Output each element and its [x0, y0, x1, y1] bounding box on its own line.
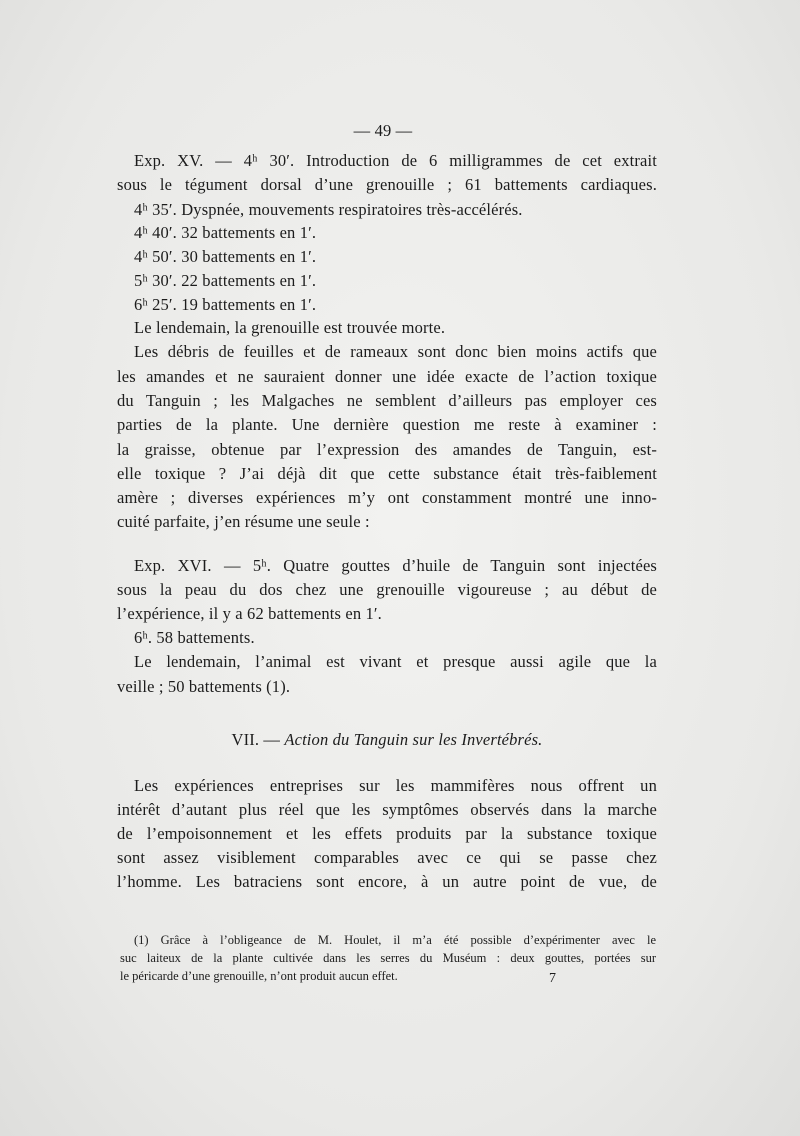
section-title: Action du Tanguin sur les Invertébrés. — [284, 730, 543, 749]
text-line: sont assez visiblement comparables avec ce qui se passe chez — [117, 848, 657, 867]
text-line: l’homme. Les batraciens sont encore, à un autre point de vue, de — [117, 872, 657, 891]
text-line: 4ʰ 50′. 30 battements en 1′. — [134, 247, 317, 266]
section-number: VII. — — [231, 730, 281, 749]
text-line: cuité parfaite, j’en résume une seule : — [117, 512, 370, 531]
text-line: parties de la plante. Une dernière question me reste à examiner : — [117, 415, 657, 434]
text-line: amère ; diverses expériences m’y ont constamment montré une inno- — [117, 488, 657, 507]
text-line: elle toxique ? J’ai déjà dit que cette substance était très-faiblement — [117, 464, 657, 483]
footnote-line: suc laiteux de la plante cultivée dans les serres du Muséum : deux gouttes, portées sur — [120, 951, 656, 965]
text-line: Exp. XV. — 4ʰ 30′. Introduction de 6 milligrammes de cet extrait — [134, 151, 657, 170]
text-line: 5ʰ 30′. 22 battements en 1′. — [134, 271, 317, 290]
footnote-line: le péricarde d’une grenouille, n’ont produit aucun effet. — [120, 969, 398, 983]
text-line: les amandes et ne sauraient donner une idée exacte de l’action toxique — [117, 367, 657, 386]
text-line: de l’empoisonnement et les effets produits par la substance toxique — [117, 824, 657, 843]
text-line: la graisse, obtenue par l’expression des amandes de Tanguin, est- — [117, 440, 657, 459]
text-line: intérêt d’autant plus réel que les symptômes observés dans la marche — [117, 800, 657, 819]
text-line: sous le tégument dorsal d’une grenouille ; 61 battements cardiaques. — [117, 175, 657, 194]
text-line: 6ʰ. 58 battements. — [134, 628, 255, 647]
text-line: 4ʰ 40′. 32 battements en 1′. — [134, 223, 317, 242]
footnote-line: (1) Grâce à l’obligeance de M. Houlet, il m’a été possible d’expérimenter avec le — [134, 933, 656, 947]
text-line: Le lendemain, la grenouille est trouvée morte. — [134, 318, 446, 337]
text-line: sous la peau du dos chez une grenouille vigoureuse ; au début de — [117, 580, 657, 599]
text-line: du Tanguin ; les Malgaches ne semblent d’ailleurs pas employer ces — [117, 391, 657, 410]
text-line: Le lendemain, l’animal est vivant et presque aussi agile que la — [134, 652, 657, 671]
text-line: Les expériences entreprises sur les mammifères nous offrent un — [134, 776, 657, 795]
text-line: Exp. XVI. — 5ʰ. Quatre gouttes d’huile de Tanguin sont injectées — [134, 556, 657, 575]
text-line: veille ; 50 battements (1). — [117, 677, 291, 696]
text-line: l’expérience, il y a 62 battements en 1′. — [117, 604, 382, 623]
text-line: Les débris de feuilles et de rameaux sont donc bien moins actifs que — [134, 342, 657, 361]
text-line: 6ʰ 25′. 19 battements en 1′. — [134, 295, 317, 314]
section-heading — [117, 730, 657, 750]
text-line: 4ʰ 35′. Dyspnée, mouvements respiratoires très-accélérés. — [134, 200, 523, 219]
signature-mark: 7 — [549, 971, 556, 986]
page-number: — 49 — — [353, 121, 413, 140]
